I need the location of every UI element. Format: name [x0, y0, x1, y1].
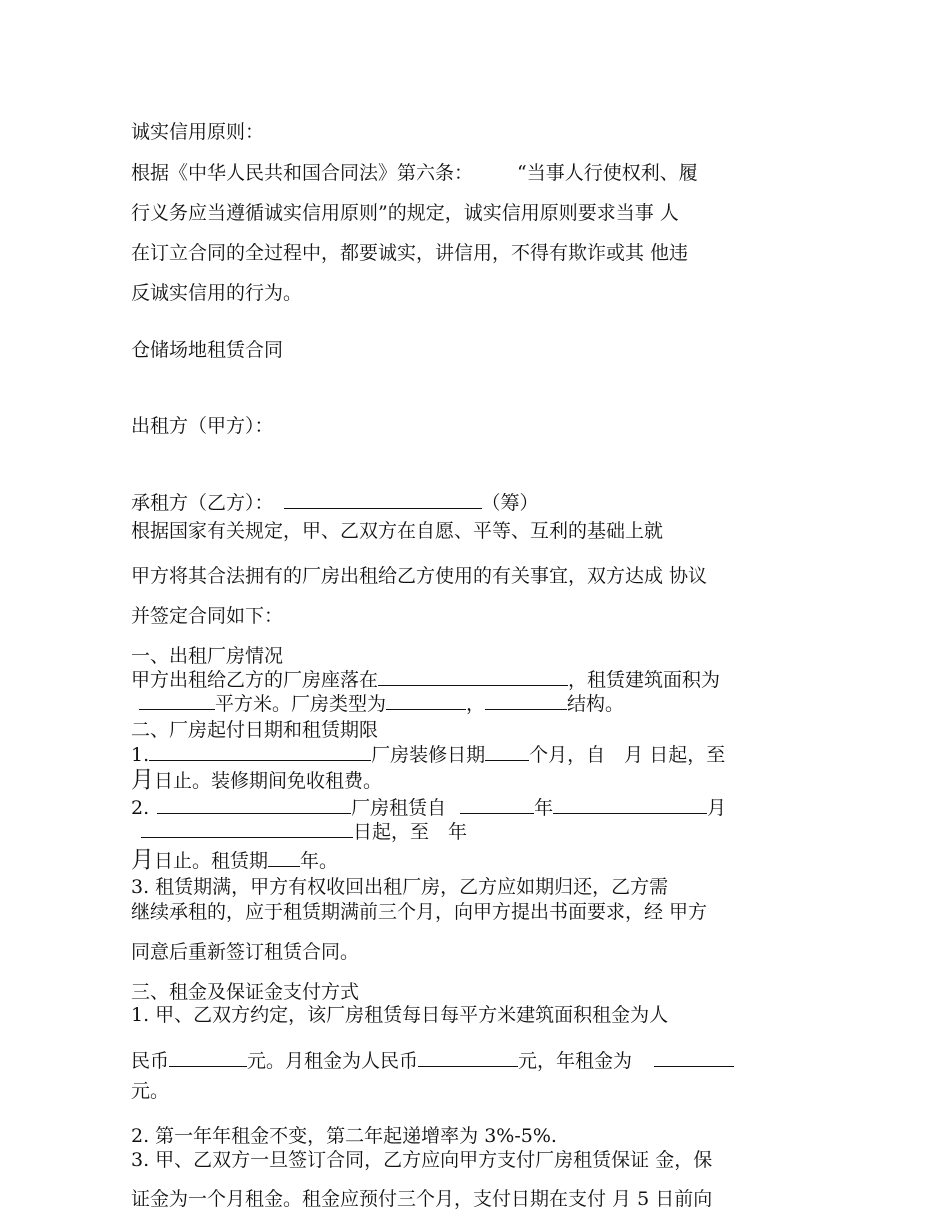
section-2-title: 二、厂房起付日期和租赁期限 — [131, 719, 379, 741]
section-3-item-3-line-1: 3. 甲、乙双方一旦签订合同，乙方应向甲方支付厂房租赁保证 金，保 — [131, 1149, 713, 1171]
section-1-line-1: 甲方出租给乙方的厂房座落在 ，租赁建筑面积为 — [131, 669, 721, 691]
structure-blank — [485, 693, 567, 710]
contract-title: 仓储场地租赁合同 — [131, 339, 284, 361]
intro-heading: 诚实信用原则： — [131, 121, 265, 143]
section-2-item-3-line-2: 继续承租的，应于租赁期满前三个月，向甲方提出书面要求，经 甲方 — [131, 901, 708, 923]
daily-rent-blank — [169, 1050, 247, 1067]
preamble-line-1: 根据国家有关规定，甲、乙双方在自愿、平等、互利的基础上就 — [131, 520, 664, 542]
section-2-item-3-line-3: 同意后重新签订租赁合同。 — [131, 941, 360, 963]
section-3-item-3-line-2: 证金为一个月租金。租金应预付三个月，支付日期在支付 月 5 日前向 — [131, 1188, 713, 1210]
lessee-line: 承租方（乙方）： （筹） — [131, 492, 539, 514]
type-blank — [386, 693, 466, 710]
section-2-item-2-line-2: 日起，至 年 — [131, 820, 467, 844]
intro-paragraph-line-2: 行义务应当遵循诚实信用原则”的规定，诚实信用原则要求当事 人 — [131, 202, 679, 224]
preamble-line-3: 并签定合同如下： — [131, 605, 284, 627]
section-2-item-1-line-1: 1. 厂房装修日期 个月，自 月 日起，至 — [131, 744, 726, 766]
lease-blank — [157, 797, 351, 814]
section-3-item-1-line-1: 1. 甲、乙双方约定，该厂房租赁每日每平方米建筑面积租金为人 — [131, 1004, 669, 1026]
section-2-item-2-line-1: 2. 厂房租赁自 年 月 — [131, 797, 727, 819]
section-2-item-2-line-3: 月日止。租赁期 年。 — [131, 847, 339, 873]
lessee-name-blank — [284, 492, 482, 509]
decoration-months-blank — [485, 744, 529, 761]
area-blank — [139, 693, 215, 710]
section-3-item-1-line-2: 民币 元。月租金为人民币 元，年租金为 — [131, 1049, 734, 1073]
annual-rent-blank — [654, 1050, 734, 1067]
start-month-blank — [553, 797, 707, 814]
section-2-item-3-line-1: 3. 租赁期满，甲方有权收回出租厂房，乙方应如期归还，乙方需 — [131, 876, 669, 898]
section-3-item-2: 2. 第一年年租金不变，第二年起递增率为 3%-5%. — [131, 1125, 557, 1147]
lease-years-blank — [268, 850, 300, 867]
intro-paragraph-line-1: 根据《中华人民共和国合同法》第六条： “当事人行使权利、履 — [131, 162, 698, 184]
lessor-line: 出租方（甲方）： — [131, 415, 274, 437]
section-2-item-1-line-2: 月日止。装修期间免收租费。 — [131, 767, 383, 793]
intro-paragraph-line-4: 反诚实信用的行为。 — [131, 282, 303, 304]
section-3-item-1-line-3: 元。 — [131, 1080, 170, 1102]
start-day-blank — [141, 821, 353, 838]
section-3-title: 三、租金及保证金支付方式 — [131, 981, 360, 1003]
location-blank — [378, 669, 568, 686]
start-year-blank — [460, 797, 534, 814]
section-1-title: 一、出租厂房情况 — [131, 645, 284, 667]
intro-paragraph-line-3: 在订立合同的全过程中，都要诚实，讲信用，不得有欺诈或其 他违 — [131, 242, 689, 264]
decoration-blank — [149, 744, 371, 761]
preamble-line-2: 甲方将其合法拥有的厂房出租给乙方使用的有关事宜，双方达成 协议 — [131, 565, 708, 587]
monthly-rent-blank — [418, 1050, 518, 1067]
section-1-line-2: 平方米。厂房类型为 ， 结构。 — [131, 692, 624, 716]
